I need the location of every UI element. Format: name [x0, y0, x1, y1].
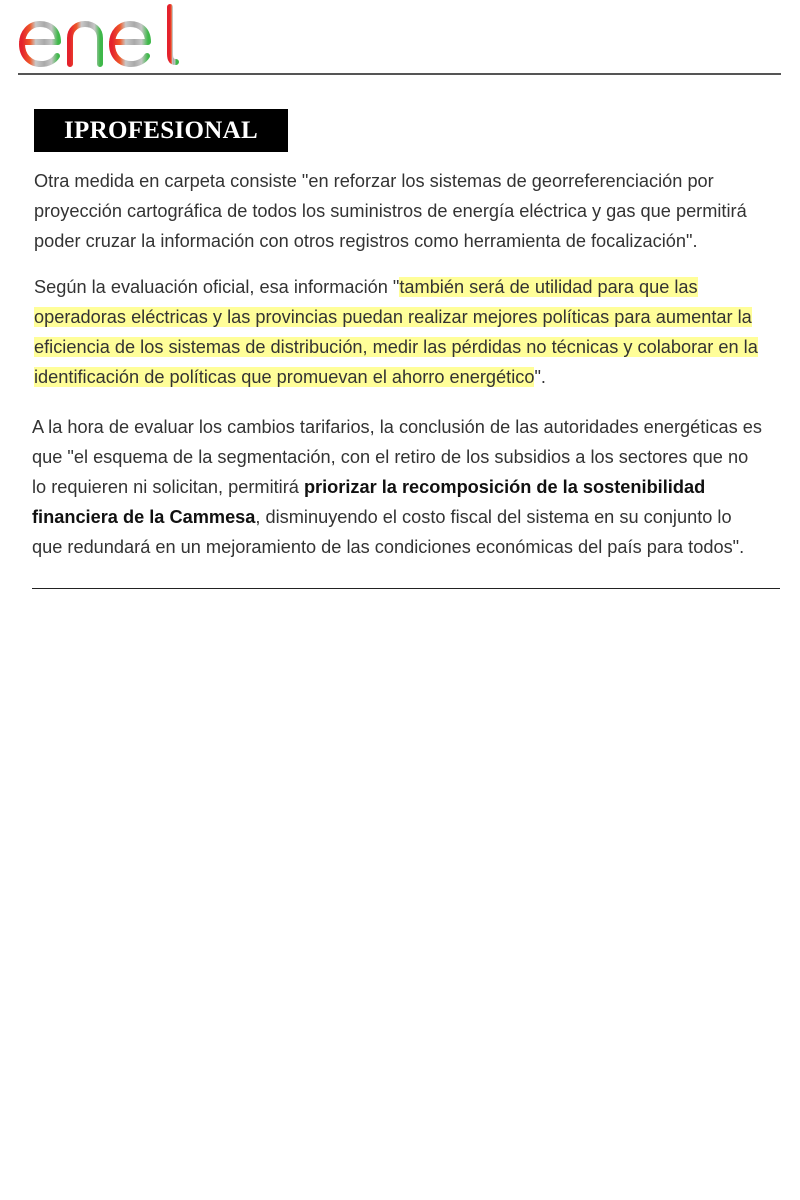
paragraph-2 [34, 272, 776, 392]
source-badge: IPROFESIONAL [34, 109, 288, 152]
paragraph-1: Otra medida en carpeta consiste "en reforzar los sistemas de georreferenciación por proyección cartográfica de todos los suministros de energía eléctrica y gas que permitirá poder cruzar la información con otros registros como herramienta de focalización". [34, 171, 747, 251]
highlighted-quote: también será de utilidad para que las operadoras eléctricas y las provincias puedan realizar mejores políticas para aumentar la eficiencia de los sistemas de distribución, medir las pérdidas no técnicas y colaborar en la identificación de políticas que promuevan el ahorro energético [34, 277, 758, 387]
article-body [34, 166, 776, 562]
bottom-divider [32, 588, 780, 589]
header [0, 0, 800, 76]
header-divider [18, 73, 781, 75]
paragraph-3-closing: , disminuyendo el costo fiscal del sistema en su conjunto lo que redundará en un mejoramiento de las condiciones económicas del país para todos". [32, 507, 745, 557]
paragraph-3 [32, 412, 764, 562]
bold-phrase: priorizar la recomposición de la sostenibilidad financiera de la Cammesa [32, 477, 706, 527]
enel-logo[interactable] [18, 4, 180, 68]
paragraph-3-text: A la hora de evaluar los cambios tarifarios, la conclusión de las autoridades energéticas es que "el esquema de la segmentación, con el retiro de los subsidios a los sectores que no lo requieren ni solicitan, permitirá [32, 417, 762, 497]
paragraph-2-text: Según la evaluación oficial, esa información " [34, 277, 400, 297]
paragraph-2-closing: ". [534, 367, 546, 387]
